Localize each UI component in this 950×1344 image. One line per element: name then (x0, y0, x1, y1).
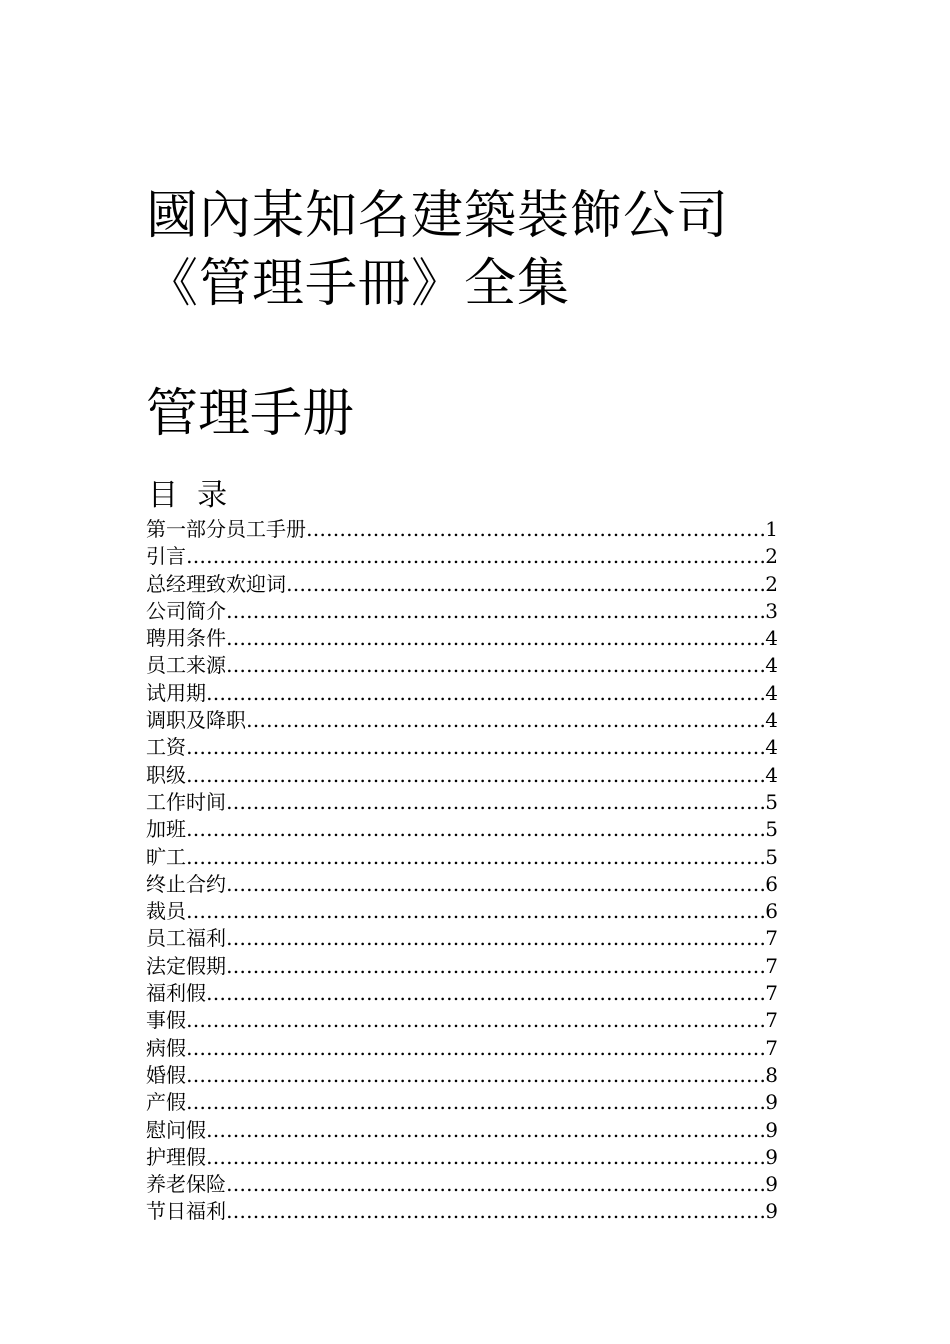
toc-entry-page-number: 7 (765, 926, 778, 951)
toc-entry[interactable] (146, 789, 778, 816)
toc-entry-label: 护理假 (146, 1144, 206, 1169)
toc-entry-label: 工资 (146, 735, 186, 760)
toc-entry-label: 调职及降职 (146, 708, 246, 733)
toc-entry[interactable] (146, 734, 778, 761)
toc-dot-leader (226, 1198, 765, 1225)
toc-dot-leader (286, 571, 765, 598)
toc-entry-label: 裁员 (146, 899, 186, 924)
toc-dot-leader (226, 789, 765, 816)
toc-entry[interactable] (146, 844, 778, 871)
table-of-contents (146, 516, 778, 1226)
toc-entry[interactable] (146, 1062, 778, 1089)
toc-entry-label: 养老保险 (146, 1172, 226, 1197)
toc-entry-page-number: 4 (765, 735, 778, 760)
toc-entry-label: 终止合约 (146, 871, 226, 896)
toc-entry-page-number: 6 (765, 871, 778, 896)
toc-entry-page-number: 9 (765, 1144, 778, 1169)
toc-entry[interactable] (146, 1198, 778, 1225)
toc-entry[interactable] (146, 762, 778, 789)
toc-entry[interactable] (146, 953, 778, 980)
toc-entry-page-number: 7 (765, 953, 778, 978)
toc-entry[interactable] (146, 1007, 778, 1034)
toc-entry-label: 婚假 (146, 1062, 186, 1087)
toc-entry-page-number: 2 (765, 571, 778, 596)
toc-entry-label: 职级 (146, 762, 186, 787)
toc-entry-page-number: 4 (765, 653, 778, 678)
toc-entry-page-number: 9 (765, 1172, 778, 1197)
toc-entry-label: 旷工 (146, 844, 186, 869)
toc-entry-page-number: 7 (765, 1035, 778, 1060)
toc-entry[interactable] (146, 1089, 778, 1116)
toc-entry-label: 节日福利 (146, 1199, 226, 1224)
toc-entry-label: 病假 (146, 1035, 186, 1060)
toc-entry[interactable] (146, 816, 778, 843)
toc-entry[interactable] (146, 898, 778, 925)
toc-dot-leader (186, 762, 765, 789)
toc-entry-label: 员工来源 (146, 653, 226, 678)
toc-entry-page-number: 7 (765, 1008, 778, 1033)
toc-entry-page-number: 9 (765, 1090, 778, 1115)
toc-entry-page-number: 7 (765, 981, 778, 1006)
toc-entry[interactable] (146, 980, 778, 1007)
toc-entry[interactable] (146, 543, 778, 570)
toc-entry-page-number: 6 (765, 899, 778, 924)
toc-entry[interactable] (146, 1144, 778, 1171)
toc-entry-page-number: 1 (765, 517, 778, 541)
toc-dot-leader (186, 816, 765, 843)
toc-entry[interactable] (146, 598, 778, 625)
toc-entry-label: 事假 (146, 1008, 186, 1033)
toc-entry[interactable] (146, 871, 778, 898)
toc-entry[interactable] (146, 652, 778, 679)
toc-entry-page-number: 3 (765, 598, 778, 623)
toc-entry-label: 福利假 (146, 981, 206, 1006)
toc-entry-page-number: 4 (765, 708, 778, 733)
toc-entry-page-number: 5 (765, 817, 778, 842)
document-subtitle: 管理手册 (146, 384, 355, 444)
toc-entry-label: 总经理致欢迎词 (146, 571, 286, 596)
toc-dot-leader (226, 652, 765, 679)
document-title-line-2: 《管理手冊》全集 (146, 254, 571, 314)
toc-entry-label: 加班 (146, 817, 186, 842)
toc-entry[interactable] (146, 1117, 778, 1144)
toc-dot-leader (206, 1144, 765, 1171)
toc-entry-label: 试用期 (146, 680, 206, 705)
toc-entry-label: 公司简介 (146, 598, 226, 623)
toc-entry[interactable] (146, 680, 778, 707)
toc-entry-page-number: 2 (765, 544, 778, 569)
toc-entry-page-number: 4 (765, 762, 778, 787)
toc-dot-leader (226, 953, 765, 980)
toc-dot-leader (206, 1117, 765, 1144)
toc-dot-leader (206, 680, 765, 707)
toc-entry-label: 聘用条件 (146, 626, 226, 651)
toc-dot-leader (186, 1062, 765, 1089)
toc-dot-leader (186, 898, 765, 925)
toc-dot-leader (186, 543, 765, 570)
toc-dot-leader (226, 925, 765, 952)
document-title-line-1: 國內某知名建築裝飾公司 (146, 186, 730, 246)
toc-entry-label: 员工福利 (146, 926, 226, 951)
toc-dot-leader (186, 1089, 765, 1116)
toc-entry[interactable] (146, 707, 778, 734)
toc-entry-page-number: 8 (765, 1062, 778, 1087)
toc-dot-leader (226, 1171, 765, 1198)
toc-entry-label: 法定假期 (146, 953, 226, 978)
toc-dot-leader (186, 844, 765, 871)
toc-entry[interactable] (146, 925, 778, 952)
toc-entry-label: 引言 (146, 544, 186, 569)
toc-dot-leader (186, 734, 765, 761)
toc-entry[interactable] (146, 1171, 778, 1198)
toc-dot-leader (206, 980, 765, 1007)
toc-entry-label: 工作时间 (146, 789, 226, 814)
toc-entry-page-number: 9 (765, 1199, 778, 1224)
toc-entry-label: 产假 (146, 1090, 186, 1115)
toc-dot-leader (226, 598, 765, 625)
toc-entry-page-number: 5 (765, 789, 778, 814)
toc-dot-leader (246, 707, 765, 734)
toc-heading: 目 录 (148, 478, 228, 513)
toc-dot-leader (226, 871, 765, 898)
toc-entry[interactable] (146, 571, 778, 598)
toc-entry-page-number: 4 (765, 626, 778, 651)
toc-entry[interactable] (146, 516, 778, 543)
toc-entry-page-number: 5 (765, 844, 778, 869)
toc-entry-label: 第一部分员工手册 (146, 517, 306, 541)
toc-dot-leader (186, 1007, 765, 1034)
toc-entry-label: 慰问假 (146, 1117, 206, 1142)
toc-dot-leader (186, 1035, 765, 1062)
toc-dot-leader (226, 625, 765, 652)
toc-entry[interactable] (146, 1035, 778, 1062)
toc-entry[interactable] (146, 625, 778, 652)
toc-entry-page-number: 9 (765, 1117, 778, 1142)
toc-entry-page-number: 4 (765, 680, 778, 705)
toc-dot-leader (306, 516, 765, 543)
